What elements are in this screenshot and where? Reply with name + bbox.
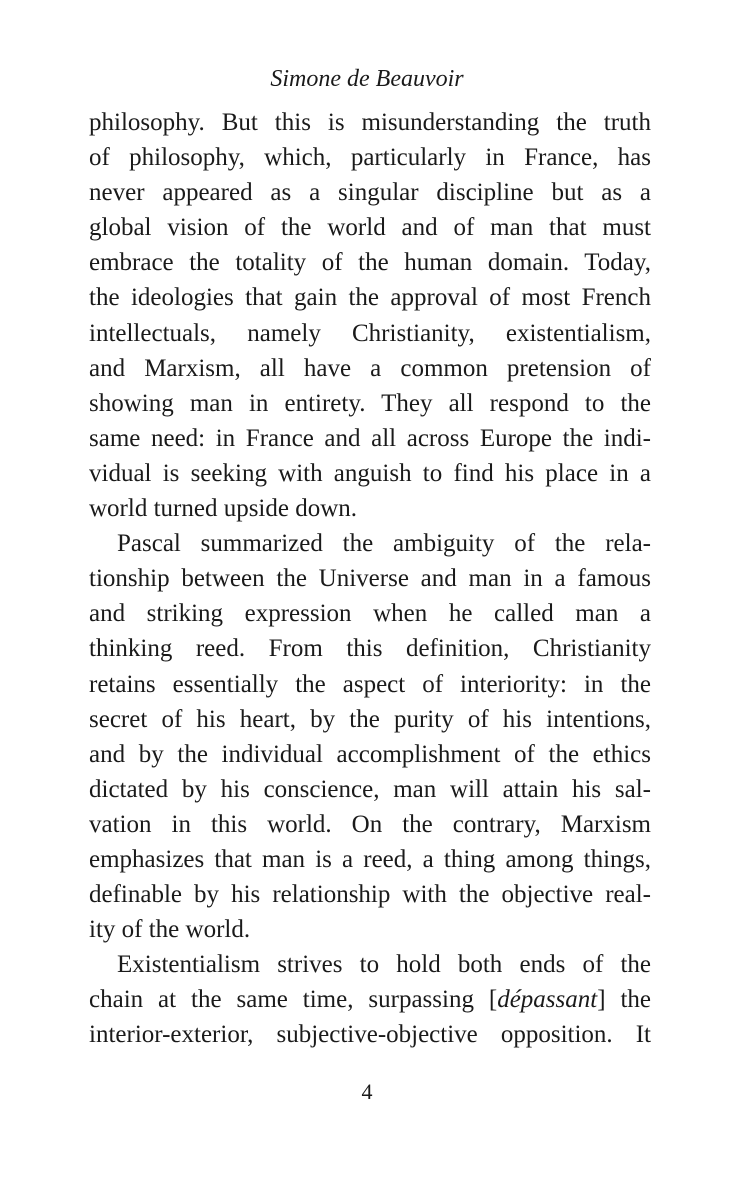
text-line: showing man in entirety. They all respond to the xyxy=(89,389,651,417)
text-line: tionship between the Universe and man in a famous xyxy=(89,565,651,593)
text-line: vation in this world. On the contrary, Marxism xyxy=(89,810,651,838)
text-line: and by the individual accomplishment of the ethics xyxy=(89,740,651,768)
text-segment: chain at the same time, surpassing [ xyxy=(89,986,498,1014)
text-line: and striking expression when he called man a xyxy=(89,600,651,628)
text-line: interior-exterior, subjective-objective opposition. It xyxy=(89,1021,651,1049)
text-line: of philosophy, which, particularly in France, has xyxy=(89,144,651,172)
text-line: embrace the totality of the human domain. Today, xyxy=(89,249,651,277)
text-line: the ideologies that gain the approval of most French xyxy=(89,284,651,312)
text-line: secret of his heart, by the purity of his intentions, xyxy=(89,705,651,733)
text-line: global vision of the world and of man that must xyxy=(89,214,651,242)
text-segment: ] the xyxy=(597,986,651,1014)
italic-term: dépassant xyxy=(497,986,598,1014)
text-line-with-italic xyxy=(89,982,651,1017)
text-line: thinking reed. From this definition, Christianity xyxy=(89,635,651,663)
text-line: Existentialism strives to hold both ends of the xyxy=(117,951,651,979)
text-line: vidual is seeking with anguish to find his place in a xyxy=(89,459,651,487)
text-line: same need: in France and all across Europe the indi- xyxy=(89,424,651,452)
text-line: never appeared as a singular discipline but as a xyxy=(89,179,651,207)
text-line: world turned upside down. xyxy=(89,495,358,523)
text-line: intellectuals, namely Christianity, existentialism, xyxy=(89,319,651,347)
text-line: definable by his relationship with the objective real- xyxy=(89,881,651,909)
running-head: Simone de Beauvoir xyxy=(270,66,464,92)
text-line: emphasizes that man is a reed, a thing among things, xyxy=(89,845,651,873)
text-line: Pascal summarized the ambiguity of the rela- xyxy=(117,530,651,558)
text-line: retains essentially the aspect of interiority: in the xyxy=(89,670,651,698)
body-text xyxy=(89,105,651,1053)
page-number: 4 xyxy=(361,1079,373,1104)
text-line: ity of the world. xyxy=(89,916,251,944)
text-line: dictated by his conscience, man will attain his sal- xyxy=(89,775,651,803)
text-line: philosophy. But this is misunderstanding the truth xyxy=(89,109,651,136)
text-line: and Marxism, all have a common pretension of xyxy=(89,354,651,382)
